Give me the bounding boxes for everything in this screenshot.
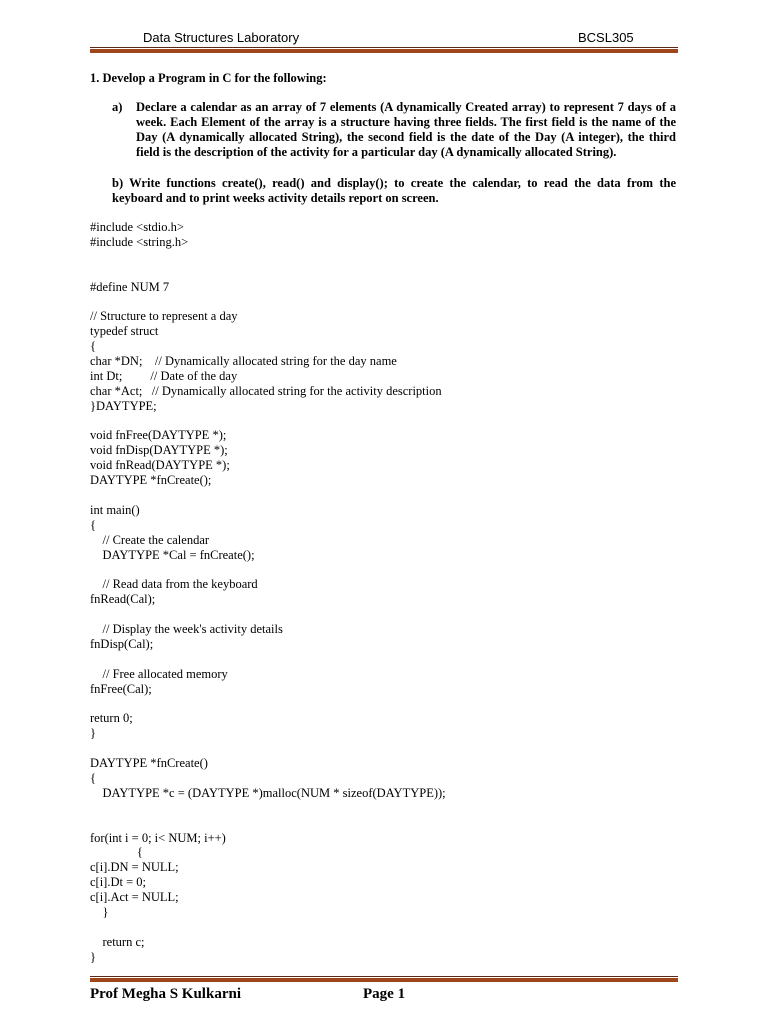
code-listing xyxy=(90,220,446,965)
code-line: return 0; xyxy=(90,711,133,726)
code-line xyxy=(90,607,446,622)
header-title: Data Structures Laboratory xyxy=(143,30,300,45)
code-line xyxy=(90,250,446,265)
code-line: c[i].DN = NULL; xyxy=(90,860,179,875)
question-part-a xyxy=(112,100,676,160)
code-line xyxy=(90,801,446,816)
code-line: void fnDisp(DAYTYPE *); xyxy=(90,443,228,458)
code-line xyxy=(90,414,446,429)
code-line: } xyxy=(90,949,96,964)
code-line: for(int i = 0; i< NUM; i++) xyxy=(90,830,226,845)
code-line: DAYTYPE *fnCreate() xyxy=(90,756,208,771)
code-line: fnRead(Cal); xyxy=(90,592,156,607)
code-line xyxy=(90,920,446,935)
footer-rule-thin xyxy=(90,976,678,977)
code-line: { xyxy=(90,770,96,785)
code-line: DAYTYPE *fnCreate(); xyxy=(90,473,212,488)
code-line: // Display the week's activity details xyxy=(90,622,283,637)
question-part-b: b) Write functions create(), read() and display(); to create the calendar, to read the data from the keyboard and to print weeks activity details report on screen. xyxy=(112,176,676,205)
question-title: 1. Develop a Program in C for the following: xyxy=(90,71,327,85)
header-rule-thick xyxy=(90,49,678,53)
code-line xyxy=(90,741,446,756)
code-line: int main() xyxy=(90,502,140,517)
code-line: #include <stdio.h> xyxy=(90,220,184,234)
code-line: void fnFree(DAYTYPE *); xyxy=(90,428,227,443)
code-line: { xyxy=(90,845,143,860)
code-line xyxy=(90,265,446,280)
code-line: c[i].Dt = 0; xyxy=(90,875,146,890)
code-line: } xyxy=(90,904,109,919)
code-line: }DAYTYPE; xyxy=(90,398,157,413)
code-line: } xyxy=(90,726,96,741)
code-line: #define NUM 7 xyxy=(90,279,170,294)
footer-author: Prof Megha S Kulkarni xyxy=(90,986,241,1002)
part-a-text: Declare a calendar as an array of 7 elements (A dynamically Created array) to represent 7 days of a week. Each Element of the array is a structure having three fields. The first field is the name of the Day (A dynamically allocated String), the second field is the date of the Day (A integer), the third field is the description of the activity for a particular day (A dynamically allocated String). xyxy=(136,100,676,159)
code-line xyxy=(90,697,446,712)
code-line: char *Act; // Dynamically allocated string for the activity description xyxy=(90,383,442,398)
code-line: fnDisp(Cal); xyxy=(90,636,154,651)
code-line xyxy=(90,816,446,831)
code-line: c[i].Act = NULL; xyxy=(90,890,179,905)
code-line: { xyxy=(90,339,96,354)
code-line xyxy=(90,294,446,309)
code-line: // Free allocated memory xyxy=(90,666,228,681)
header-course-code: BCSL305 xyxy=(578,30,634,45)
code-line: DAYTYPE *c = (DAYTYPE *)malloc(NUM * sizeof(DAYTYPE)); xyxy=(90,785,446,800)
code-line: #include <string.h> xyxy=(90,234,189,249)
code-line: // Read data from the keyboard xyxy=(90,577,258,592)
code-line: { xyxy=(90,517,96,532)
footer-rule-thick xyxy=(90,978,678,982)
header-rule-thin xyxy=(90,47,678,48)
code-line: typedef struct xyxy=(90,324,159,339)
footer-page-number: Page 1 xyxy=(363,986,406,1002)
code-line xyxy=(90,562,446,577)
code-line: DAYTYPE *Cal = fnCreate(); xyxy=(90,547,255,562)
part-a-label: a) xyxy=(112,100,123,114)
code-line: int Dt; // Date of the day xyxy=(90,368,238,383)
code-line: void fnRead(DAYTYPE *); xyxy=(90,458,230,473)
code-line: // Create the calendar xyxy=(90,532,210,547)
code-line xyxy=(90,652,446,667)
code-line xyxy=(90,488,446,503)
code-line: // Structure to represent a day xyxy=(90,309,238,324)
code-line: return c; xyxy=(90,934,145,949)
code-line: fnFree(Cal); xyxy=(90,681,152,696)
code-line: char *DN; // Dynamically allocated string for the day name xyxy=(90,354,397,369)
